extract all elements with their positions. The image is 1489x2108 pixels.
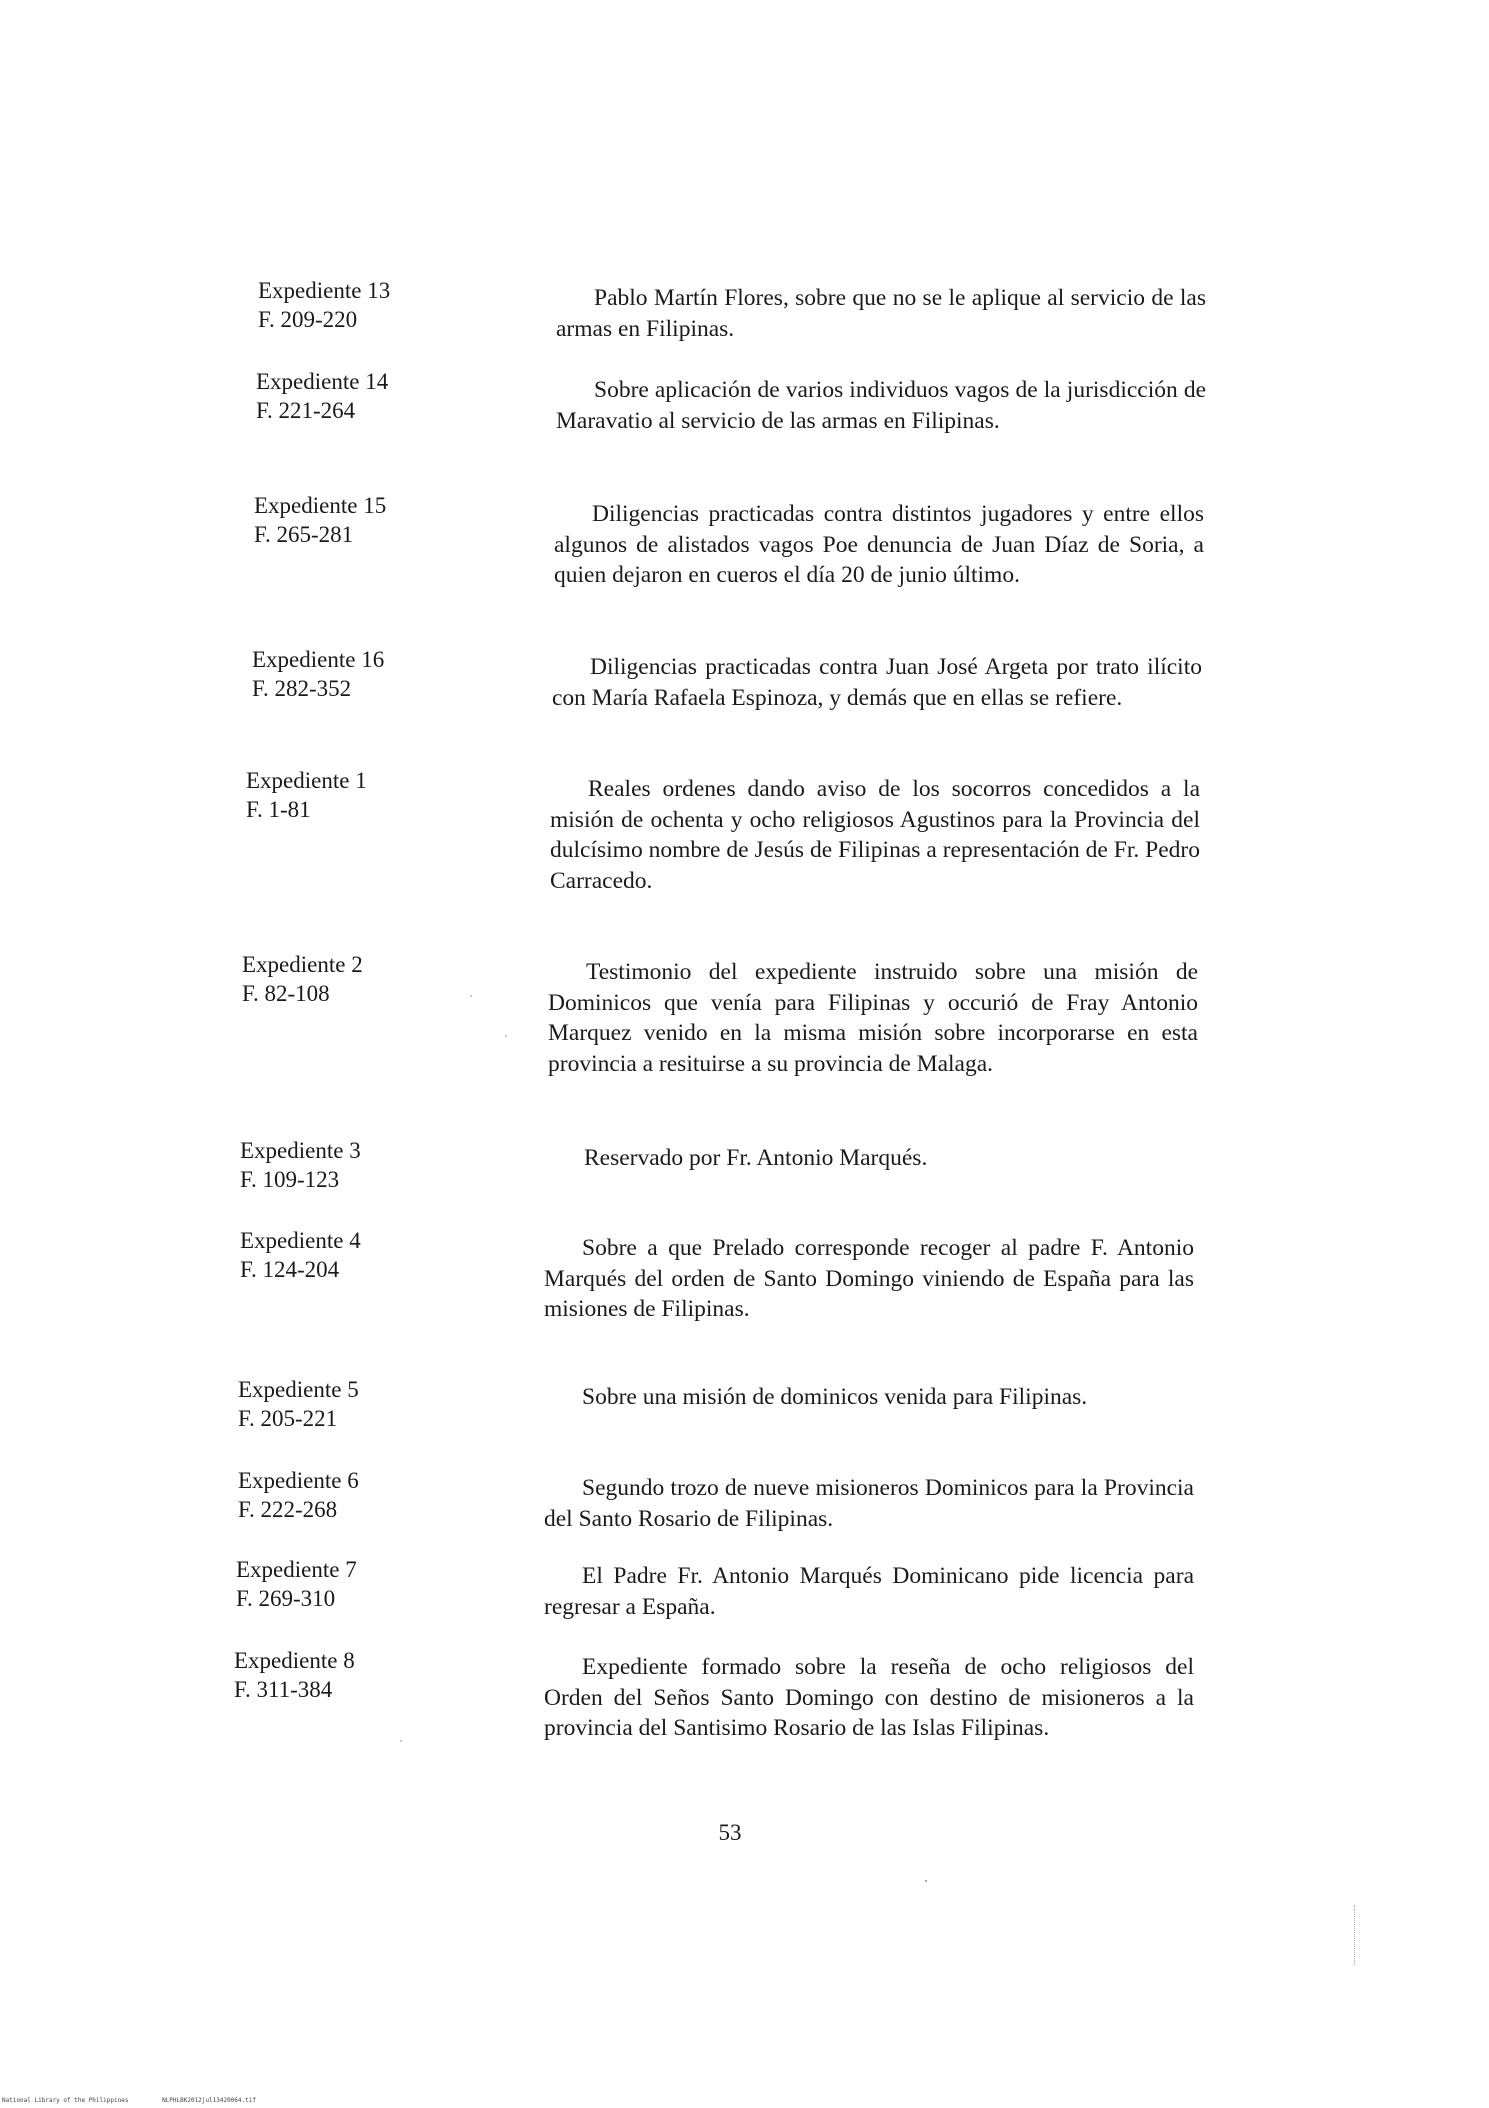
entry-text: El Padre Fr. Antonio Marqués Dominicano pide licencia para regresar a España. xyxy=(544,1563,1194,1620)
entry-folios: F. 269-310 xyxy=(236,1586,336,1611)
entry-description xyxy=(550,774,1200,896)
entry-reference xyxy=(234,1646,434,1704)
entry-description xyxy=(548,957,1198,1079)
entry-description xyxy=(544,1233,1194,1325)
entry-label: Expediente 5 xyxy=(238,1377,359,1402)
entry-label: Expediente 7 xyxy=(236,1557,357,1582)
entry-label: Expediente 16 xyxy=(252,647,385,672)
entry-reference xyxy=(240,1226,440,1284)
entry-folios: F. 209-220 xyxy=(258,307,358,332)
entry-reference xyxy=(238,1466,438,1524)
scan-footer xyxy=(2,2097,286,2104)
entry-text: Reales ordenes dando aviso de los socorros concedidos a la misión de ochenta y ocho religiosos Agustinos para la Provincia del dulcísimo nombre de Jesús de Filipinas a representación de Fr. Pedro Carracedo. xyxy=(550,776,1200,894)
entry-text: Segundo trozo de nueve misioneros Dominicos para la Provincia del Santo Rosario de Filipinas. xyxy=(544,1475,1194,1532)
entry-description xyxy=(554,499,1204,591)
entry-reference xyxy=(246,766,446,824)
entry-label: Expediente 8 xyxy=(234,1648,355,1673)
entry-label: Expediente 3 xyxy=(240,1138,361,1163)
entry-text: Pablo Martín Flores, sobre que no se le aplique al servicio de las armas en Filipinas. xyxy=(556,285,1206,342)
entry-label: Expediente 2 xyxy=(242,952,363,977)
entry-folios: F. 205-221 xyxy=(238,1406,338,1431)
entry-reference xyxy=(240,1136,440,1194)
entry-label: Expediente 1 xyxy=(246,768,367,793)
entry-folios: F. 311-384 xyxy=(234,1677,333,1702)
entry-folios: F. 124-204 xyxy=(240,1257,340,1282)
scan-speck xyxy=(925,1880,927,1882)
entry-folios: F. 109-123 xyxy=(240,1167,340,1192)
entry-reference xyxy=(254,491,454,549)
entry-description xyxy=(544,1561,1194,1622)
entry-text: Sobre a que Prelado corresponde recoger al padre F. Antonio Marqués del orden de Santo Domingo viniendo de España para las misiones de Filipinas. xyxy=(544,1235,1194,1322)
entry-reference xyxy=(256,367,456,425)
entry-folios: F. 265-281 xyxy=(254,522,354,547)
entry-reference xyxy=(236,1555,436,1613)
entry-text: Expediente formado sobre la reseña de ocho religiosos del Orden del Seños Santo Domingo con destino de misioneros a la provincia del Santisimo Rosario de las Islas Filipinas. xyxy=(544,1654,1194,1741)
entry-label: Expediente 14 xyxy=(256,369,389,394)
entry-text: Sobre una misión de dominicos venida para Filipinas. xyxy=(582,1384,1088,1410)
entry-folios: F. 282-352 xyxy=(252,676,352,701)
entry-text: Testimonio del expediente instruido sobre una misión de Dominicos que venía para Filipinas y occurió de Fray Antonio Marquez venido en la misma misión sobre incorporarse en esta provincia a resituirse a su provincia de Malaga. xyxy=(548,959,1198,1077)
entry-folios: F. 222-268 xyxy=(238,1497,338,1522)
entry-label: Expediente 6 xyxy=(238,1468,359,1493)
entry-description xyxy=(556,375,1206,436)
entry-description xyxy=(556,283,1206,344)
scan-speck xyxy=(470,995,472,997)
entry-text: Sobre aplicación de varios individuos vagos de la jurisdicción de Maravatio al servicio de las armas en Filipinas. xyxy=(556,377,1206,434)
footer-file: NLPHLBK2012jul13420064.tif xyxy=(162,2097,256,2104)
entry-text: Diligencias practicadas contra Juan José Argeta por trato ilícito con María Rafaela Espinoza, y demás que en ellas se refiere. xyxy=(552,654,1202,711)
footer-library: National Library of the Philippines xyxy=(2,2097,129,2104)
entry-description xyxy=(552,652,1202,713)
entry-label: Expediente 4 xyxy=(240,1228,361,1253)
scan-speck xyxy=(400,1740,402,1742)
entry-label: Expediente 15 xyxy=(254,493,387,518)
entry-description xyxy=(544,1473,1194,1534)
entry-reference xyxy=(238,1375,438,1433)
page-number: 53 xyxy=(718,1820,742,1845)
entry-folios: F. 82-108 xyxy=(242,981,330,1006)
entry-description xyxy=(544,1652,1194,1744)
entry-label: Expediente 13 xyxy=(258,278,391,303)
entry-reference xyxy=(252,645,452,703)
entry-reference xyxy=(242,950,442,1008)
entry-text: Diligencias practicadas contra distintos jugadores y entre ellos algunos de alistados vagos Poe denuncia de Juan Díaz de Soria, a quien dejaron en cueros el día 20 de junio último. xyxy=(554,501,1204,588)
entry-folios: F. 221-264 xyxy=(256,398,356,423)
entry-folios: F. 1-81 xyxy=(246,797,311,822)
scan-edge-line xyxy=(1354,1905,1356,1965)
scan-speck xyxy=(505,1035,507,1037)
entry-text: Reservado por Fr. Antonio Marqués. xyxy=(584,1145,928,1171)
entry-reference xyxy=(258,276,458,334)
entry-description xyxy=(544,1382,1194,1413)
entry-description xyxy=(546,1143,1196,1174)
